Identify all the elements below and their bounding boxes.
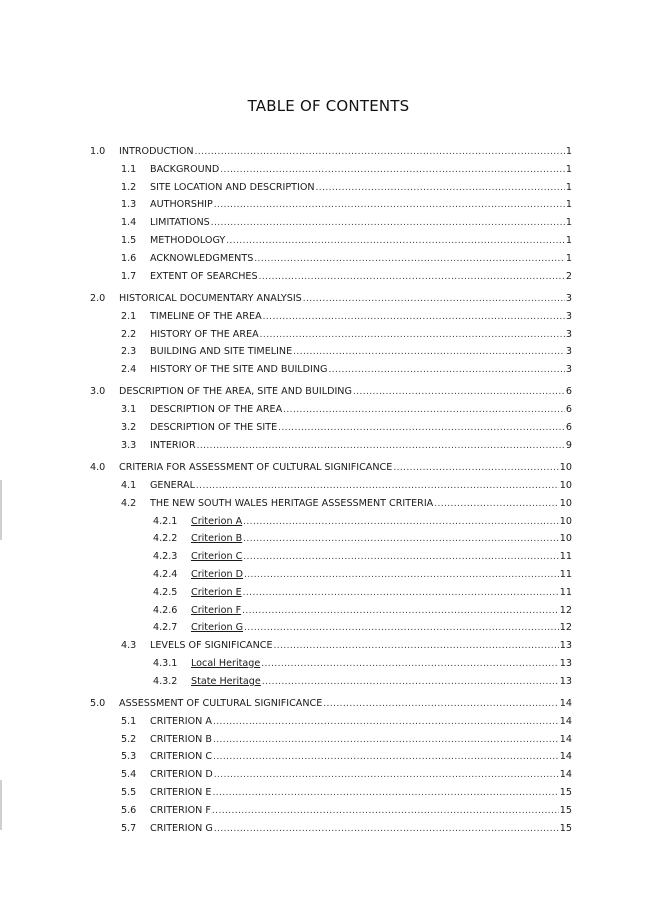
- dot-leader: [243, 532, 559, 546]
- toc-entry-title: CRITERION B: [150, 733, 212, 745]
- toc-entry-number: 4.2.4: [153, 568, 178, 580]
- toc-entry[interactable]: [153, 586, 572, 600]
- toc-entry[interactable]: [121, 181, 572, 195]
- toc-entry[interactable]: [121, 163, 572, 177]
- dot-leader: [212, 786, 558, 800]
- toc-entry-title: HISTORICAL DOCUMENTARY ANALYSIS: [119, 292, 302, 304]
- toc-entry-title: INTRODUCTION: [119, 146, 194, 157]
- dot-leader: [244, 568, 559, 582]
- toc-entry-title: LIMITATIONS: [150, 217, 210, 229]
- toc-entry-number: 1.4: [121, 217, 137, 229]
- toc-entry-title: State Heritage: [191, 675, 261, 687]
- toc-entry[interactable]: [121, 750, 572, 764]
- toc-entry[interactable]: [121, 328, 572, 342]
- toc-entry[interactable]: [121, 345, 572, 359]
- toc-entry[interactable]: [121, 768, 572, 782]
- toc-entry-title: GENERAL: [150, 479, 195, 491]
- toc-entry-number: 1.2: [121, 181, 137, 193]
- toc-entry[interactable]: [153, 532, 572, 546]
- toc-page-number: 14: [559, 769, 572, 781]
- toc-page-number: 10: [559, 497, 572, 509]
- toc-entry[interactable]: [121, 639, 572, 653]
- toc-entry-title: Criterion C: [191, 551, 243, 563]
- dot-leader: [214, 768, 559, 782]
- toc-page-number: 11: [559, 568, 572, 580]
- toc-entry[interactable]: [153, 515, 572, 529]
- toc-entry-title: LEVELS OF SIGNIFICANCE: [150, 640, 273, 652]
- toc-page-number: 10: [559, 533, 572, 545]
- dot-leader: [259, 270, 565, 284]
- dot-leader: [303, 292, 565, 306]
- dot-leader: [220, 163, 565, 177]
- toc-entry-title: CRITERION A: [150, 715, 212, 727]
- toc-entry-number: 3.1: [121, 404, 137, 416]
- toc-entry-title: CRITERION G: [150, 822, 213, 834]
- dot-leader: [195, 145, 565, 159]
- toc-page-number: 12: [559, 622, 572, 634]
- toc-entry[interactable]: [153, 657, 572, 671]
- toc-entry-number: 4.2.3: [153, 551, 178, 563]
- toc-page-number: 6: [565, 386, 572, 398]
- toc-entry-title: SITE LOCATION AND DESCRIPTION: [150, 181, 315, 193]
- toc-page-number: 15: [559, 804, 572, 816]
- dot-leader: [293, 345, 565, 359]
- dot-leader: [262, 675, 559, 689]
- dot-leader: [263, 310, 565, 324]
- toc-entry[interactable]: [90, 461, 572, 475]
- toc-entry-title: BACKGROUND: [150, 163, 220, 175]
- toc-entry-title: Criterion E: [191, 586, 242, 598]
- toc-entry[interactable]: [121, 479, 572, 493]
- toc-page-number: 14: [559, 698, 572, 709]
- toc-entry-number: 5.5: [121, 787, 137, 798]
- dot-leader: [254, 252, 565, 266]
- toc-entry-title: DESCRIPTION OF THE AREA, SITE AND BUILDING: [119, 386, 352, 398]
- toc-entry-title: CRITERION E: [150, 787, 212, 798]
- toc-page-number: 15: [559, 822, 572, 834]
- toc-entry-title: CRITERION C: [150, 751, 213, 763]
- toc-entry[interactable]: [121, 403, 572, 417]
- toc-entry[interactable]: [121, 216, 572, 230]
- dot-leader: [196, 479, 559, 493]
- toc-entry-title: CRITERIA FOR ASSESSMENT OF CULTURAL SIGNIFICANCE: [119, 462, 393, 474]
- dot-leader: [211, 216, 565, 230]
- toc-entry-number: 4.3.1: [153, 657, 178, 669]
- toc-entry-title: THE NEW SOUTH WALES HERITAGE ASSESSMENT CRITERIA: [150, 497, 434, 509]
- toc-entry-number: 4.0: [90, 462, 106, 474]
- toc-page-number: 1: [565, 217, 572, 229]
- dot-leader: [283, 403, 565, 417]
- toc-entry-number: 4.2.1: [153, 515, 178, 527]
- toc-entry-title: HISTORY OF THE SITE AND BUILDING: [150, 364, 328, 376]
- toc-entry-title: METHODOLOGY: [150, 235, 226, 246]
- toc-entry-title: CRITERION D: [150, 769, 213, 781]
- toc-entry-title: HISTORY OF THE AREA: [150, 328, 259, 340]
- toc-entry-title: Criterion D: [191, 568, 243, 580]
- dot-leader: [243, 550, 559, 564]
- toc-page-number: 13: [559, 640, 572, 652]
- page-title: TABLE OF CONTENTS: [247, 97, 410, 115]
- toc-entry[interactable]: [121, 822, 572, 836]
- toc-page-number: 1: [565, 181, 572, 193]
- toc-entry[interactable]: [153, 621, 572, 635]
- dot-leader: [214, 822, 559, 836]
- toc-entry-title: TIMELINE OF THE AREA: [150, 310, 262, 322]
- toc-entry[interactable]: [90, 292, 572, 306]
- dot-leader: [353, 385, 565, 399]
- toc-entry[interactable]: [121, 715, 572, 729]
- toc-entry-title: Criterion G: [191, 622, 244, 634]
- toc-entry[interactable]: [153, 604, 572, 618]
- toc-entry-title: ASSESSMENT OF CULTURAL SIGNIFICANCE: [119, 698, 323, 709]
- toc-entry-title: BUILDING AND SITE TIMELINE: [150, 346, 293, 358]
- toc-entry[interactable]: [90, 697, 572, 711]
- toc-entry[interactable]: [121, 497, 572, 511]
- toc-entry-number: 4.2.2: [153, 533, 178, 545]
- toc-entry-number: 3.2: [121, 422, 137, 433]
- toc-page-number: 12: [559, 604, 572, 616]
- toc-entry-title: ACKNOWLEDGMENTS: [150, 252, 254, 264]
- toc-entry-title: INTERIOR: [150, 439, 196, 451]
- toc-page-number: 1: [565, 146, 572, 157]
- toc-entry-number: 1.3: [121, 199, 137, 211]
- toc-entry-number: 1.6: [121, 252, 137, 264]
- toc-page-number: 1: [565, 163, 572, 175]
- toc-entry[interactable]: [153, 675, 572, 689]
- toc-entry[interactable]: [121, 198, 572, 212]
- toc-entry-number: 1.1: [121, 163, 137, 175]
- toc-entry[interactable]: [121, 786, 572, 800]
- toc-entry-number: 4.3: [121, 640, 137, 652]
- dot-leader: [323, 697, 558, 711]
- toc-entry-title: Criterion A: [191, 515, 243, 527]
- toc-page-number: 14: [559, 751, 572, 763]
- dot-leader: [197, 439, 565, 453]
- toc-entry[interactable]: [90, 385, 572, 399]
- dot-leader: [393, 461, 558, 475]
- toc-entry-title: EXTENT OF SEARCHES: [150, 270, 258, 282]
- toc-entry-number: 4.2.5: [153, 586, 178, 598]
- toc-page-number: 3: [565, 292, 572, 304]
- toc-entry-number: 5.3: [121, 751, 137, 763]
- toc-entry[interactable]: [121, 439, 572, 453]
- toc-page-number: 13: [559, 675, 572, 687]
- dot-leader: [242, 604, 559, 618]
- dot-leader: [213, 750, 559, 764]
- toc-entry[interactable]: [90, 145, 572, 159]
- toc-page-number: 1: [565, 235, 572, 246]
- toc-entry[interactable]: [121, 310, 572, 324]
- toc-entry-number: 5.2: [121, 733, 137, 745]
- toc-page-number: 1: [565, 252, 572, 264]
- toc-entry-number: 4.2: [121, 497, 137, 509]
- toc-entry-number: 5.6: [121, 804, 137, 816]
- toc-entry-number: 5.1: [121, 715, 137, 727]
- toc-entry[interactable]: [121, 421, 572, 435]
- toc-page-number: 3: [565, 346, 572, 358]
- toc-entry[interactable]: [121, 234, 572, 248]
- toc-page-number: 10: [559, 515, 572, 527]
- toc-page-number: 1: [565, 199, 572, 211]
- toc-page-number: 3: [565, 328, 572, 340]
- dot-leader: [244, 621, 559, 635]
- toc-entry-number: 2.3: [121, 346, 137, 358]
- toc-page-number: 15: [559, 787, 572, 798]
- toc-entry[interactable]: [153, 550, 572, 564]
- dot-leader: [316, 181, 565, 195]
- toc-page-number: 3: [565, 310, 572, 322]
- dot-leader: [243, 515, 559, 529]
- toc-entry-number: 3.0: [90, 386, 106, 398]
- dot-leader: [278, 421, 565, 435]
- toc-page-number: 9: [565, 439, 572, 451]
- toc-page-number: 3: [565, 364, 572, 376]
- toc-entry[interactable]: [153, 568, 572, 582]
- toc-entry-title: CRITERION F: [150, 804, 211, 816]
- toc-entry-number: 3.3: [121, 439, 137, 451]
- dot-leader: [260, 328, 565, 342]
- toc-entry-number: 4.1: [121, 479, 137, 491]
- toc-page-number: 10: [559, 462, 572, 474]
- toc-entry-number: 2.1: [121, 310, 137, 322]
- dot-leader: [261, 657, 559, 671]
- toc-entry[interactable]: [121, 363, 572, 377]
- toc-entry[interactable]: [121, 804, 572, 818]
- toc-entry-number: 5.4: [121, 769, 137, 781]
- toc-page-number: 2: [565, 270, 572, 282]
- dot-leader: [434, 497, 559, 511]
- toc-page-number: 10: [559, 479, 572, 491]
- toc-entry-number: 1.7: [121, 270, 137, 282]
- dot-leader: [243, 586, 559, 600]
- toc-entry-number: 2.4: [121, 364, 137, 376]
- toc-entry-number: 4.2.6: [153, 604, 178, 616]
- dot-leader: [212, 804, 559, 818]
- toc-page-number: 14: [559, 733, 572, 745]
- toc-entry-title: Local Heritage: [191, 657, 261, 669]
- dot-leader: [226, 234, 565, 248]
- toc-entry-title: DESCRIPTION OF THE SITE: [150, 422, 278, 433]
- toc-page-number: 13: [559, 657, 572, 669]
- dot-leader: [213, 715, 559, 729]
- toc-entry-number: 1.5: [121, 235, 137, 246]
- dot-leader: [328, 363, 564, 377]
- toc-entry-number: 5.0: [90, 698, 106, 709]
- toc-entry-number: 4.2.7: [153, 622, 178, 634]
- toc-entry[interactable]: [121, 733, 572, 747]
- dot-leader: [213, 733, 559, 747]
- dot-leader: [214, 198, 565, 212]
- toc-page-number: 11: [559, 586, 572, 598]
- toc-entry-number: 5.7: [121, 822, 137, 834]
- toc-entry-title: Criterion B: [191, 533, 243, 545]
- toc-entry-number: 2.0: [90, 292, 106, 304]
- toc-entry-number: 2.2: [121, 328, 137, 340]
- toc-entry[interactable]: [121, 270, 572, 284]
- toc-entry[interactable]: [121, 252, 572, 266]
- toc-entry-title: Criterion F: [191, 604, 242, 616]
- toc-entry-title: DESCRIPTION OF THE AREA: [150, 404, 283, 416]
- toc-page-number: 14: [559, 715, 572, 727]
- toc-entry-number: 1.0: [90, 146, 106, 157]
- toc-page-number: 6: [565, 422, 572, 433]
- toc-page-number: 6: [565, 404, 572, 416]
- toc-entry-number: 4.3.2: [153, 675, 178, 687]
- toc-page-number: 11: [559, 551, 572, 563]
- dot-leader: [274, 639, 559, 653]
- toc-entry-title: AUTHORSHIP: [150, 199, 213, 211]
